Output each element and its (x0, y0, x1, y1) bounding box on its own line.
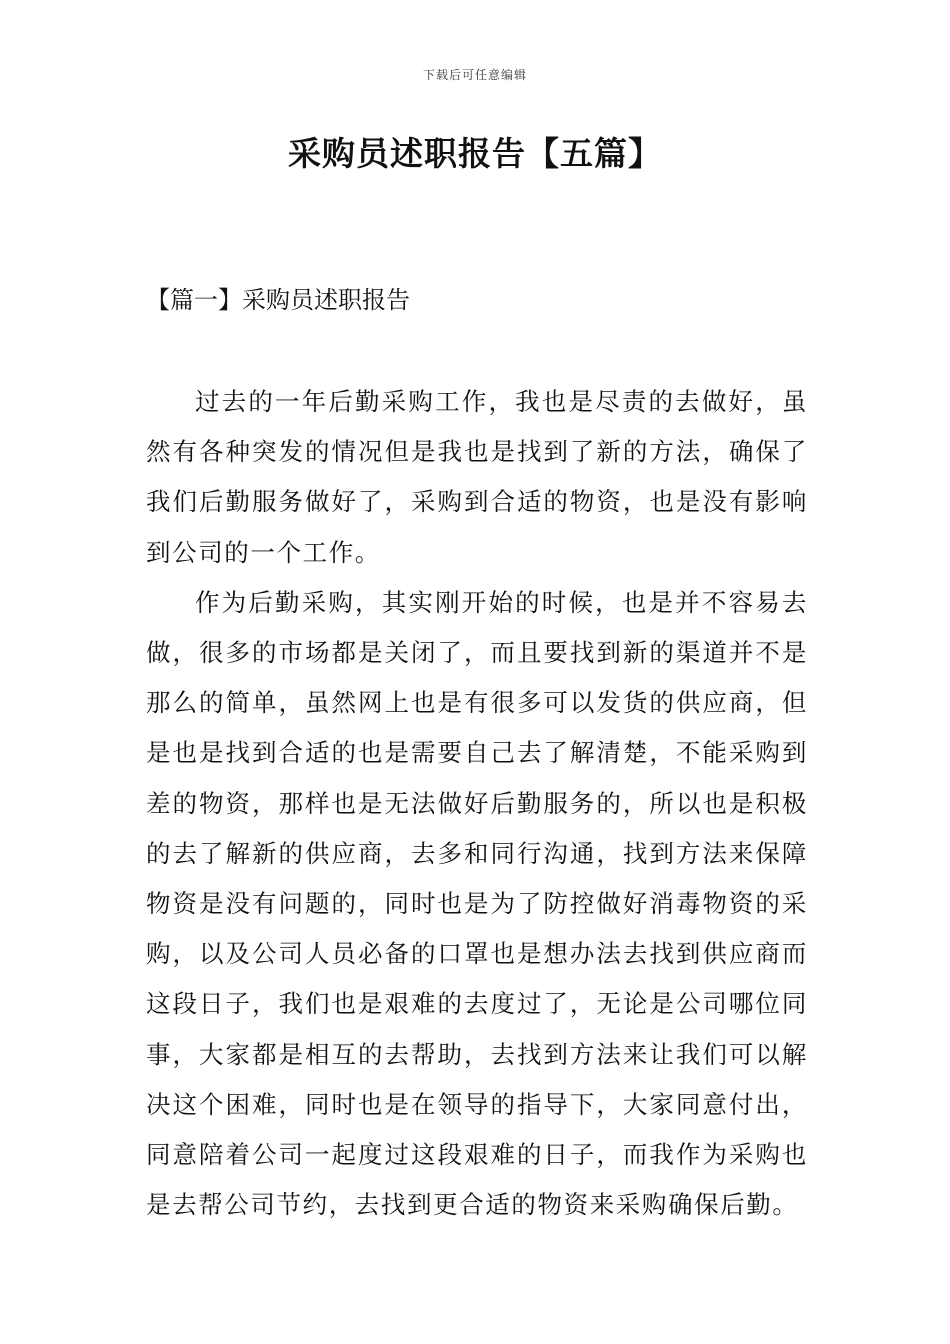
section-heading: 【篇一】采购员述职报告 (146, 286, 410, 314)
paragraph-1: 过去的一年后勤采购工作，我也是尽责的去做好，虽然有各种突发的情况但是我也是找到了新的方法，确保了我们后勤服务做好了，采购到合适的物资，也是没有影响到公司的一个工作。 (146, 387, 808, 567)
body-text (146, 377, 808, 1230)
document-title: 采购员述职报告【五篇】 (288, 134, 662, 173)
header-note: 下载后可任意编辑 (422, 68, 527, 82)
paragraph-2: 作为后勤采购，其实刚开始的时候，也是并不容易去做，很多的市场都是关闭了，而且要找到新的渠道并不是那么的简单，虽然网上也是有很多可以发货的供应商，但是也是找到合适的也是需要自己去了解清楚，不能采购到差的物资，那样也是无法做好后勤服务的，所以也是积极的去了解新的供应商，去多和同行沟通，找到方法来保障物资是没有问题的，同时也是为了防控做好消毒物资的采购，以及公司人员必备的口罩也是想办法去找到供应商而这段日子，我们也是艰难的去度过了，无论是公司哪位同事，大家都是相互的去帮助，去找到方法来让我们可以解决这个困难，同时也是在领导的指导下，大家同意付出，同意陪着公司一起度过这段艰难的日子，而我作为采购也是去帮公司节约，去找到更合适的物资来采购确保后勤。 (146, 587, 808, 1220)
